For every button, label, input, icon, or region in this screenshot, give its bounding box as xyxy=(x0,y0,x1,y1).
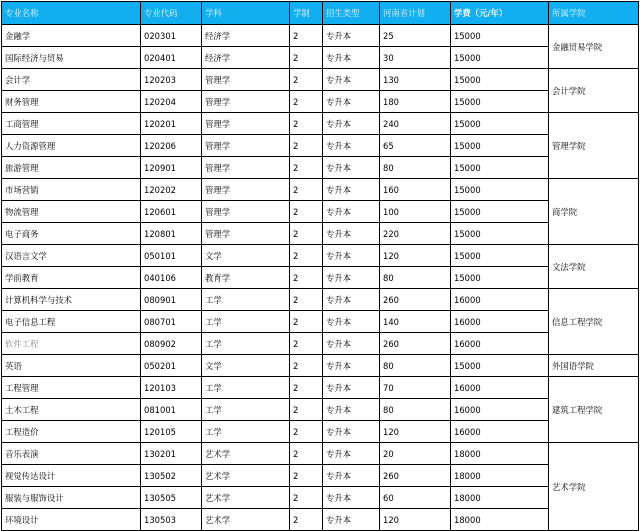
fee-cell: 15000 xyxy=(451,201,549,223)
years-cell: 2 xyxy=(290,267,323,289)
type-cell: 专升本 xyxy=(323,377,380,399)
type-cell: 专升本 xyxy=(323,47,380,69)
major-code-cell: 080901 xyxy=(141,289,202,311)
plan-cell: 260 xyxy=(380,289,451,311)
discipline-cell: 工学 xyxy=(202,421,290,443)
discipline-cell: 艺术学 xyxy=(202,465,290,487)
fee-cell: 16000 xyxy=(451,311,549,333)
discipline-cell: 经济学 xyxy=(202,47,290,69)
discipline-cell: 管理学 xyxy=(202,157,290,179)
table-row xyxy=(2,355,639,377)
major-name-cell: 国际经济与贸易 xyxy=(2,47,141,69)
major-code-cell: 120901 xyxy=(141,157,202,179)
table-row xyxy=(2,179,639,201)
col-header-code: 专业代码 xyxy=(141,2,202,25)
major-code-cell: 080701 xyxy=(141,311,202,333)
major-name-cell: 英语 xyxy=(2,355,141,377)
major-name-cell: 电子商务 xyxy=(2,223,141,245)
fee-cell: 15000 xyxy=(451,223,549,245)
years-cell: 2 xyxy=(290,47,323,69)
fee-cell: 18000 xyxy=(451,443,549,465)
major-code-cell: 020401 xyxy=(141,47,202,69)
table-row xyxy=(2,311,639,333)
major-code-cell: 040106 xyxy=(141,267,202,289)
years-cell: 2 xyxy=(290,179,323,201)
discipline-cell: 文学 xyxy=(202,245,290,267)
major-name-cell: 视觉传达设计 xyxy=(2,465,141,487)
major-name-cell: 市场营销 xyxy=(2,179,141,201)
col-header-plan: 河南省计划 xyxy=(380,2,451,25)
plan-cell: 120 xyxy=(380,509,451,531)
type-cell: 专升本 xyxy=(323,135,380,157)
major-code-cell: 120105 xyxy=(141,421,202,443)
type-cell: 专升本 xyxy=(323,487,380,509)
plan-cell: 120 xyxy=(380,421,451,443)
discipline-cell: 工学 xyxy=(202,399,290,421)
table-row xyxy=(2,421,639,443)
table-row xyxy=(2,201,639,223)
fee-cell: 15000 xyxy=(451,245,549,267)
table-row xyxy=(2,399,639,421)
college-cell: 文法学院 xyxy=(549,245,639,289)
discipline-cell: 工学 xyxy=(202,333,290,355)
major-name-cell: 会计学 xyxy=(2,69,141,91)
table-row xyxy=(2,509,639,531)
major-code-cell: 120801 xyxy=(141,223,202,245)
plan-cell: 80 xyxy=(380,267,451,289)
table-body xyxy=(2,25,639,531)
college-cell: 商学院 xyxy=(549,179,639,245)
college-cell: 艺术学院 xyxy=(549,443,639,531)
college-cell: 管理学院 xyxy=(549,113,639,179)
fee-cell: 15000 xyxy=(451,91,549,113)
type-cell: 专升本 xyxy=(323,157,380,179)
years-cell: 2 xyxy=(290,399,323,421)
table-row xyxy=(2,333,639,355)
fee-cell: 18000 xyxy=(451,509,549,531)
major-name-cell: 财务管理 xyxy=(2,91,141,113)
type-cell: 专升本 xyxy=(323,113,380,135)
major-name-cell: 人力资源管理 xyxy=(2,135,141,157)
major-code-cell: 120103 xyxy=(141,377,202,399)
years-cell: 2 xyxy=(290,377,323,399)
college-cell: 建筑工程学院 xyxy=(549,377,639,443)
fee-cell: 15000 xyxy=(451,267,549,289)
fee-cell: 16000 xyxy=(451,333,549,355)
type-cell: 专升本 xyxy=(323,201,380,223)
discipline-cell: 管理学 xyxy=(202,69,290,91)
years-cell: 2 xyxy=(290,443,323,465)
fee-cell: 16000 xyxy=(451,399,549,421)
plan-cell: 130 xyxy=(380,69,451,91)
years-cell: 2 xyxy=(290,509,323,531)
plan-cell: 65 xyxy=(380,135,451,157)
major-name-cell: 金融学 xyxy=(2,25,141,47)
plan-cell: 140 xyxy=(380,311,451,333)
plan-cell: 180 xyxy=(380,91,451,113)
years-cell: 2 xyxy=(290,223,323,245)
plan-cell: 80 xyxy=(380,399,451,421)
table-row xyxy=(2,377,639,399)
major-name-cell: 软件工程 xyxy=(2,333,141,355)
fee-cell: 15000 xyxy=(451,135,549,157)
col-header-discipline: 学科 xyxy=(202,2,290,25)
discipline-cell: 教育学 xyxy=(202,267,290,289)
plan-cell: 80 xyxy=(380,157,451,179)
major-code-cell: 120201 xyxy=(141,113,202,135)
discipline-cell: 管理学 xyxy=(202,179,290,201)
major-name-cell: 学前教育 xyxy=(2,267,141,289)
major-name-cell: 土木工程 xyxy=(2,399,141,421)
table-row xyxy=(2,69,639,91)
table-row xyxy=(2,267,639,289)
type-cell: 专升本 xyxy=(323,25,380,47)
table-row xyxy=(2,487,639,509)
type-cell: 专升本 xyxy=(323,399,380,421)
years-cell: 2 xyxy=(290,25,323,47)
major-name-cell: 电子信息工程 xyxy=(2,311,141,333)
type-cell: 专升本 xyxy=(323,289,380,311)
fee-cell: 15000 xyxy=(451,157,549,179)
col-header-college: 所属学院 xyxy=(549,2,639,25)
table-row xyxy=(2,47,639,69)
years-cell: 2 xyxy=(290,289,323,311)
years-cell: 2 xyxy=(290,245,323,267)
years-cell: 2 xyxy=(290,157,323,179)
major-name-cell: 物流管理 xyxy=(2,201,141,223)
discipline-cell: 工学 xyxy=(202,289,290,311)
fee-cell: 16000 xyxy=(451,421,549,443)
type-cell: 专升本 xyxy=(323,355,380,377)
major-code-cell: 050201 xyxy=(141,355,202,377)
type-cell: 专升本 xyxy=(323,179,380,201)
major-code-cell: 130503 xyxy=(141,509,202,531)
years-cell: 2 xyxy=(290,355,323,377)
type-cell: 专升本 xyxy=(323,311,380,333)
discipline-cell: 艺术学 xyxy=(202,487,290,509)
fee-cell: 16000 xyxy=(451,377,549,399)
years-cell: 2 xyxy=(290,69,323,91)
major-code-cell: 130502 xyxy=(141,465,202,487)
table-row xyxy=(2,245,639,267)
type-cell: 专升本 xyxy=(323,91,380,113)
major-code-cell: 050101 xyxy=(141,245,202,267)
plan-cell: 120 xyxy=(380,245,451,267)
major-name-cell: 旅游管理 xyxy=(2,157,141,179)
major-code-cell: 120203 xyxy=(141,69,202,91)
major-name-cell: 汉语言文学 xyxy=(2,245,141,267)
major-code-cell: 120206 xyxy=(141,135,202,157)
major-code-cell: 120202 xyxy=(141,179,202,201)
major-code-cell: 130201 xyxy=(141,443,202,465)
col-header-fee: 学费（元/年） xyxy=(451,2,549,25)
major-name-cell: 音乐表演 xyxy=(2,443,141,465)
years-cell: 2 xyxy=(290,201,323,223)
plan-cell: 80 xyxy=(380,355,451,377)
plan-cell: 25 xyxy=(380,25,451,47)
years-cell: 2 xyxy=(290,135,323,157)
major-name-cell: 工程管理 xyxy=(2,377,141,399)
table-row xyxy=(2,91,639,113)
discipline-cell: 管理学 xyxy=(202,91,290,113)
type-cell: 专升本 xyxy=(323,509,380,531)
fee-cell: 18000 xyxy=(451,465,549,487)
plan-cell: 160 xyxy=(380,179,451,201)
table-row xyxy=(2,465,639,487)
major-name-cell: 工商管理 xyxy=(2,113,141,135)
type-cell: 专升本 xyxy=(323,443,380,465)
major-name-cell: 服装与服饰设计 xyxy=(2,487,141,509)
discipline-cell: 文学 xyxy=(202,355,290,377)
type-cell: 专升本 xyxy=(323,421,380,443)
years-cell: 2 xyxy=(290,113,323,135)
type-cell: 专升本 xyxy=(323,267,380,289)
discipline-cell: 管理学 xyxy=(202,201,290,223)
major-code-cell: 020301 xyxy=(141,25,202,47)
fee-cell: 15000 xyxy=(451,113,549,135)
fee-cell: 16000 xyxy=(451,289,549,311)
college-cell: 外国语学院 xyxy=(549,355,639,377)
type-cell: 专升本 xyxy=(323,69,380,91)
plan-cell: 70 xyxy=(380,377,451,399)
major-code-cell: 130505 xyxy=(141,487,202,509)
discipline-cell: 经济学 xyxy=(202,25,290,47)
major-name-cell: 工程造价 xyxy=(2,421,141,443)
type-cell: 专升本 xyxy=(323,465,380,487)
discipline-cell: 工学 xyxy=(202,377,290,399)
fee-cell: 15000 xyxy=(451,355,549,377)
discipline-cell: 管理学 xyxy=(202,135,290,157)
table-row xyxy=(2,25,639,47)
plan-cell: 220 xyxy=(380,223,451,245)
discipline-cell: 管理学 xyxy=(202,113,290,135)
table-row xyxy=(2,113,639,135)
table-row xyxy=(2,443,639,465)
fee-cell: 15000 xyxy=(451,47,549,69)
col-header-name: 专业名称 xyxy=(2,2,141,25)
table-row xyxy=(2,223,639,245)
plan-cell: 20 xyxy=(380,443,451,465)
years-cell: 2 xyxy=(290,421,323,443)
header-row xyxy=(2,2,639,25)
plan-cell: 240 xyxy=(380,113,451,135)
major-code-cell: 080902 xyxy=(141,333,202,355)
discipline-cell: 艺术学 xyxy=(202,509,290,531)
major-code-cell: 081001 xyxy=(141,399,202,421)
fee-cell: 18000 xyxy=(451,487,549,509)
major-name-cell: 计算机科学与技术 xyxy=(2,289,141,311)
table-row xyxy=(2,289,639,311)
years-cell: 2 xyxy=(290,465,323,487)
type-cell: 专升本 xyxy=(323,223,380,245)
discipline-cell: 工学 xyxy=(202,311,290,333)
fee-cell: 15000 xyxy=(451,69,549,91)
years-cell: 2 xyxy=(290,333,323,355)
plan-cell: 260 xyxy=(380,333,451,355)
enrollment-table-container xyxy=(1,1,638,525)
fee-cell: 15000 xyxy=(451,179,549,201)
discipline-cell: 管理学 xyxy=(202,223,290,245)
plan-cell: 260 xyxy=(380,465,451,487)
college-cell: 会计学院 xyxy=(549,69,639,113)
table-row xyxy=(2,157,639,179)
years-cell: 2 xyxy=(290,487,323,509)
col-header-type: 招生类型 xyxy=(323,2,380,25)
college-cell: 信息工程学院 xyxy=(549,289,639,355)
years-cell: 2 xyxy=(290,311,323,333)
fee-cell: 15000 xyxy=(451,25,549,47)
discipline-cell: 艺术学 xyxy=(202,443,290,465)
major-code-cell: 120601 xyxy=(141,201,202,223)
plan-cell: 100 xyxy=(380,201,451,223)
major-name-cell: 环境设计 xyxy=(2,509,141,531)
enrollment-table xyxy=(1,1,639,531)
plan-cell: 30 xyxy=(380,47,451,69)
table-row xyxy=(2,135,639,157)
type-cell: 专升本 xyxy=(323,333,380,355)
years-cell: 2 xyxy=(290,91,323,113)
plan-cell: 60 xyxy=(380,487,451,509)
col-header-years: 学制 xyxy=(290,2,323,25)
major-code-cell: 120204 xyxy=(141,91,202,113)
college-cell: 金融贸易学院 xyxy=(549,25,639,69)
type-cell: 专升本 xyxy=(323,245,380,267)
